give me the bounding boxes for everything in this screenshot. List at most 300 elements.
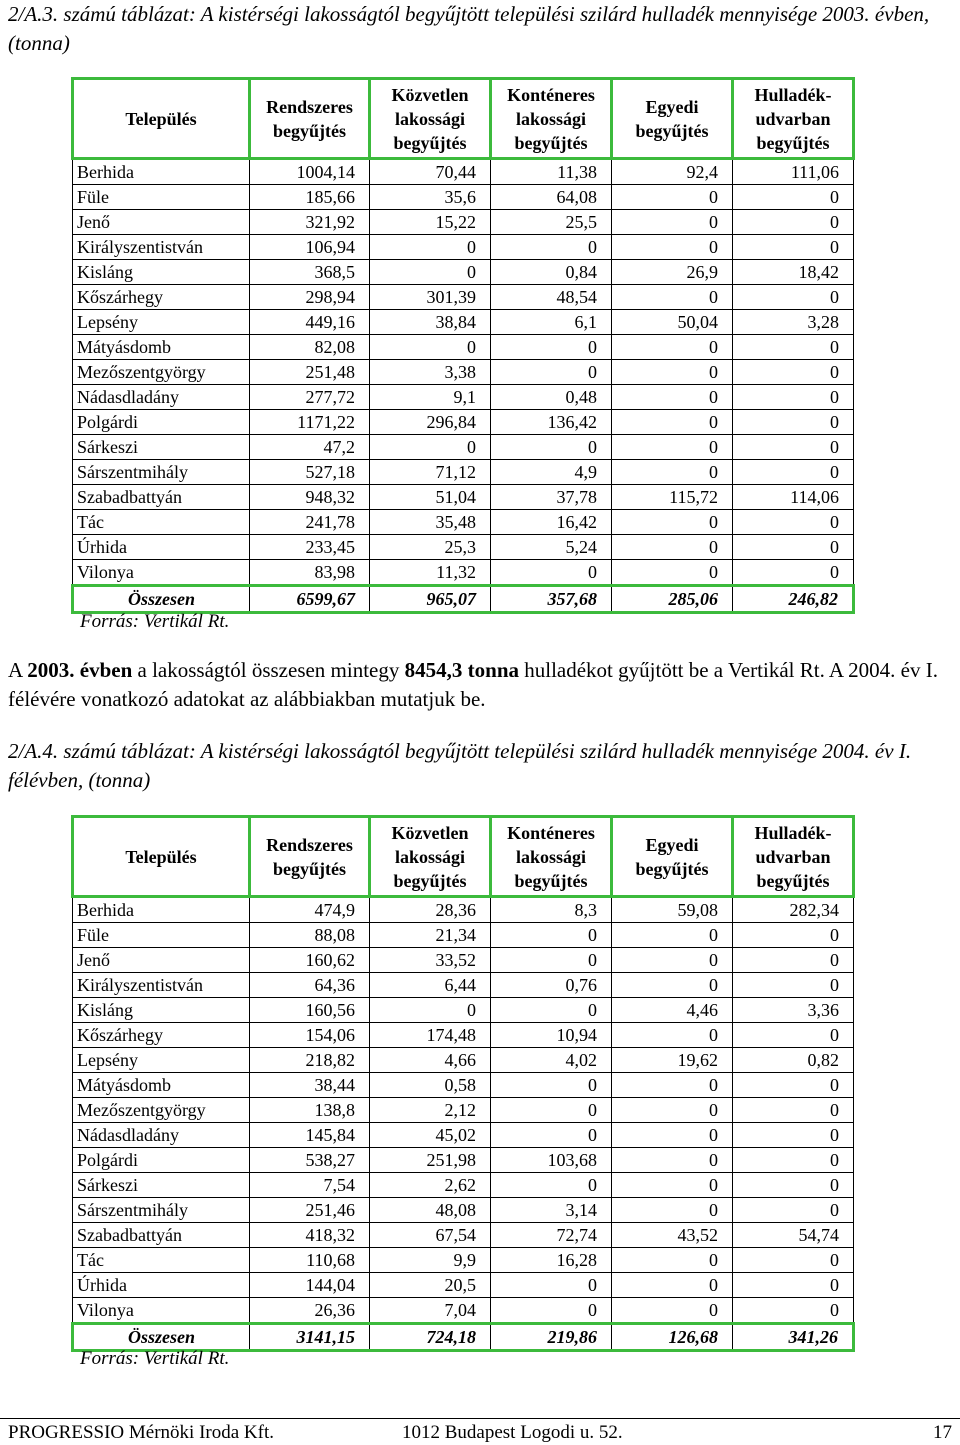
table-cell: 48,54	[491, 285, 612, 310]
table-cell: 106,94	[250, 235, 370, 260]
table-cell: 0	[733, 1123, 854, 1148]
table-cell: 0	[491, 235, 612, 260]
table-row	[73, 435, 854, 460]
settlement-name: Nádasdladány	[73, 1123, 250, 1148]
table-cell: 136,42	[491, 410, 612, 435]
column-header-line: udvarban	[755, 108, 831, 129]
paragraph-text: hulladékot gyűjtött be a Vertikál Rt. A 2004. év I. félévére vonatkozó adatokat az alábbiakban mutatjuk be.	[8, 658, 938, 711]
column-header	[370, 79, 491, 159]
table-cell: 43,52	[612, 1223, 733, 1248]
table-row	[73, 310, 854, 335]
table-cell: 2,62	[370, 1173, 491, 1198]
table-cell: 0	[612, 973, 733, 998]
table-cell: 160,62	[250, 948, 370, 973]
table-cell: 0	[612, 535, 733, 560]
table-cell: 948,32	[250, 485, 370, 510]
table-cell: 0	[491, 1098, 612, 1123]
table-cell: 35,6	[370, 185, 491, 210]
table-cell: 64,36	[250, 973, 370, 998]
settlement-name: Szabadbattyán	[73, 1223, 250, 1248]
table-cell: 0	[612, 948, 733, 973]
table-cell: 28,36	[370, 897, 491, 923]
table-cell: 321,92	[250, 210, 370, 235]
table-cell: 0	[612, 235, 733, 260]
table-row	[73, 360, 854, 385]
settlement-name: Sárkeszi	[73, 1173, 250, 1198]
table-header-row	[73, 817, 854, 897]
page-footer	[0, 1418, 960, 1445]
table-row	[73, 260, 854, 285]
table-cell: 48,08	[370, 1198, 491, 1223]
column-header-line: begyűjtés	[635, 858, 709, 879]
table-cell: 0	[612, 410, 733, 435]
table-cell: 35,48	[370, 510, 491, 535]
table-row	[73, 1048, 854, 1073]
table-cell: 72,74	[491, 1223, 612, 1248]
table-row	[73, 1248, 854, 1273]
table-cell: 26,36	[250, 1298, 370, 1324]
column-header-line: begyűjtés	[273, 858, 346, 879]
table-cell: 4,9	[491, 460, 612, 485]
table-cell: 0	[733, 1073, 854, 1098]
table-row	[73, 1223, 854, 1248]
table-cell: 0	[733, 1298, 854, 1324]
settlement-name: Kisláng	[73, 260, 250, 285]
column-header-line: Egyedi	[645, 834, 699, 855]
table-cell: 4,66	[370, 1048, 491, 1073]
table-row	[73, 998, 854, 1023]
table-cell: 0	[370, 435, 491, 460]
table-cell: 0	[491, 1073, 612, 1098]
total-cell: 965,07	[370, 586, 491, 613]
table-cell: 0	[733, 1198, 854, 1223]
column-header-line: begyűjtés	[756, 132, 830, 153]
table-cell: 51,04	[370, 485, 491, 510]
settlement-name: Vilonya	[73, 1298, 250, 1324]
table-cell: 92,4	[612, 159, 733, 185]
table-cell: 83,98	[250, 560, 370, 586]
table-cell: 10,94	[491, 1023, 612, 1048]
table-cell: 7,54	[250, 1173, 370, 1198]
table-cell: 6,44	[370, 973, 491, 998]
settlement-name: Jenő	[73, 210, 250, 235]
table-cell: 115,72	[612, 485, 733, 510]
table-cell: 20,5	[370, 1273, 491, 1298]
table-cell: 64,08	[491, 185, 612, 210]
table-cell: 21,34	[370, 923, 491, 948]
table-cell: 0	[491, 560, 612, 586]
table-cell: 0	[491, 335, 612, 360]
table-cell: 0,58	[370, 1073, 491, 1098]
table-cell: 0	[612, 185, 733, 210]
table-cell: 71,12	[370, 460, 491, 485]
column-header-line: lakossági	[394, 846, 466, 867]
table-cell: 103,68	[491, 1148, 612, 1173]
table-row	[73, 897, 854, 923]
table-cell: 50,04	[612, 310, 733, 335]
table-cell: 0	[612, 510, 733, 535]
table-cell: 174,48	[370, 1023, 491, 1048]
table-cell: 0	[733, 285, 854, 310]
column-header-line: begyűjtés	[393, 132, 467, 153]
table-cell: 0	[612, 1123, 733, 1148]
table-row	[73, 560, 854, 586]
table-cell: 218,82	[250, 1048, 370, 1073]
table-cell: 0	[733, 510, 854, 535]
table-cell: 9,1	[370, 385, 491, 410]
table-cell: 474,9	[250, 897, 370, 923]
table-row	[73, 235, 854, 260]
settlement-name: Mezőszentgyörgy	[73, 1098, 250, 1123]
table-cell: 0	[612, 560, 733, 586]
settlement-name: Mátyásdomb	[73, 335, 250, 360]
table-cell: 3,38	[370, 360, 491, 385]
table-cell: 3,14	[491, 1198, 612, 1223]
table-row	[73, 1123, 854, 1148]
table-cell: 0	[733, 235, 854, 260]
table-cell: 26,9	[612, 260, 733, 285]
table-cell: 2,12	[370, 1098, 491, 1123]
table-cell: 45,02	[370, 1123, 491, 1148]
table-cell: 282,34	[733, 897, 854, 923]
table-cell: 0	[612, 1098, 733, 1123]
settlement-name: Sárszentmihály	[73, 460, 250, 485]
table-cell: 0	[491, 435, 612, 460]
table-cell: 0	[733, 1273, 854, 1298]
table-row	[73, 1173, 854, 1198]
table-cell: 114,06	[733, 485, 854, 510]
table-cell: 38,84	[370, 310, 491, 335]
table-cell: 47,2	[250, 435, 370, 460]
table-cell: 0	[733, 460, 854, 485]
table-row	[73, 335, 854, 360]
table-cell: 144,04	[250, 1273, 370, 1298]
table-cell: 4,02	[491, 1048, 612, 1073]
table-cell: 0	[612, 923, 733, 948]
table-cell: 0	[612, 1248, 733, 1273]
paragraph-emphasis: 8454,3 tonna	[404, 658, 519, 682]
table-cell: 16,28	[491, 1248, 612, 1273]
table-cell: 3,28	[733, 310, 854, 335]
table-cell: 0	[733, 1098, 854, 1123]
column-header-line: Konténeres	[507, 84, 595, 105]
settlement-name: Nádasdladány	[73, 385, 250, 410]
table-cell: 251,48	[250, 360, 370, 385]
paragraph-emphasis: 2003. évben	[27, 658, 133, 682]
column-header-line: udvarban	[755, 846, 831, 867]
settlement-name: Füle	[73, 185, 250, 210]
table-cell: 0	[733, 560, 854, 586]
total-row	[73, 1324, 854, 1351]
column-header-line: begyűjtés	[514, 132, 588, 153]
settlement-name: Úrhida	[73, 1273, 250, 1298]
settlement-name: Tác	[73, 1248, 250, 1273]
table-row	[73, 385, 854, 410]
table-source: Forrás: Vertikál Rt.	[80, 611, 230, 632]
table-cell: 4,46	[612, 998, 733, 1023]
table-cell: 0	[491, 948, 612, 973]
settlement-name: Berhida	[73, 897, 250, 923]
footer-address: 1012 Budapest Logodi u. 52.	[402, 1422, 623, 1443]
table-cell: 0	[733, 973, 854, 998]
page-number: 17	[933, 1422, 952, 1443]
table-cell: 368,5	[250, 260, 370, 285]
summary-paragraph	[8, 656, 948, 714]
table-cell: 0	[612, 1198, 733, 1223]
table-cell: 5,24	[491, 535, 612, 560]
table-cell: 16,42	[491, 510, 612, 535]
table-cell: 25,5	[491, 210, 612, 235]
table-caption-2004: 2/A.4. számú táblázat: A kistérségi lakosságtól begyűjtött települési szilárd hulladék mennyisége 2004. év I. félévben, (tonna)	[8, 739, 912, 792]
total-cell: 285,06	[612, 586, 733, 613]
column-header	[612, 817, 733, 897]
table-cell: 54,74	[733, 1223, 854, 1248]
settlement-name: Jenő	[73, 948, 250, 973]
table-cell: 0	[733, 1173, 854, 1198]
table-cell: 0	[612, 1023, 733, 1048]
table-cell: 0	[612, 1273, 733, 1298]
table-cell: 185,66	[250, 185, 370, 210]
table-cell: 67,54	[370, 1223, 491, 1248]
column-header-line: Egyedi	[645, 96, 699, 117]
column-header	[370, 817, 491, 897]
column-header-line: begyűjtés	[635, 120, 709, 141]
column-header-line: Rendszeres	[266, 834, 353, 855]
column-header-line: Település	[125, 108, 197, 129]
table-cell: 296,84	[370, 410, 491, 435]
table-cell: 15,22	[370, 210, 491, 235]
table-cell: 0	[733, 360, 854, 385]
table-cell: 277,72	[250, 385, 370, 410]
column-header-line: Hulladék-	[754, 822, 832, 843]
table-cell: 0	[733, 1023, 854, 1048]
table-row	[73, 285, 854, 310]
table-cell: 82,08	[250, 335, 370, 360]
column-header-line: Település	[125, 846, 197, 867]
table-cell: 0	[491, 1273, 612, 1298]
column-header	[73, 817, 250, 897]
column-header-line: begyűjtés	[756, 870, 830, 891]
table-cell: 33,52	[370, 948, 491, 973]
table-cell: 6,1	[491, 310, 612, 335]
table-cell: 449,16	[250, 310, 370, 335]
table-cell: 0,76	[491, 973, 612, 998]
table-row	[73, 1098, 854, 1123]
settlement-name: Mezőszentgyörgy	[73, 360, 250, 385]
table-cell: 527,18	[250, 460, 370, 485]
table-cell: 7,04	[370, 1298, 491, 1324]
table-row	[73, 1073, 854, 1098]
settlement-name: Tác	[73, 510, 250, 535]
table-cell: 233,45	[250, 535, 370, 560]
table-cell: 154,06	[250, 1023, 370, 1048]
table-cell: 301,39	[370, 285, 491, 310]
table-cell: 59,08	[612, 897, 733, 923]
table-cell: 0	[612, 435, 733, 460]
table-cell: 298,94	[250, 285, 370, 310]
table-cell: 0	[733, 385, 854, 410]
table-cell: 538,27	[250, 1148, 370, 1173]
table-cell: 11,38	[491, 159, 612, 185]
table-row	[73, 1298, 854, 1324]
table-cell: 37,78	[491, 485, 612, 510]
column-header-line: Közvetlen	[391, 822, 469, 843]
settlement-name: Kőszárhegy	[73, 1023, 250, 1048]
column-header-line: Közvetlen	[391, 84, 469, 105]
table-row	[73, 923, 854, 948]
settlement-name: Úrhida	[73, 535, 250, 560]
table-cell: 111,06	[733, 159, 854, 185]
settlement-name: Polgárdi	[73, 1148, 250, 1173]
table-cell: 0	[733, 410, 854, 435]
table-cell: 0	[370, 998, 491, 1023]
column-header	[250, 79, 370, 159]
table-cell: 0	[733, 1148, 854, 1173]
table-row	[73, 510, 854, 535]
settlement-name: Kőszárhegy	[73, 285, 250, 310]
table-cell: 0	[733, 335, 854, 360]
table-cell: 241,78	[250, 510, 370, 535]
table-cell: 0	[733, 435, 854, 460]
settlement-name: Lepsény	[73, 1048, 250, 1073]
settlement-name: Szabadbattyán	[73, 485, 250, 510]
table-cell: 11,32	[370, 560, 491, 586]
column-header-line: Konténeres	[507, 822, 595, 843]
table-cell: 145,84	[250, 1123, 370, 1148]
table-cell: 0	[370, 260, 491, 285]
table-cell: 25,3	[370, 535, 491, 560]
column-header	[612, 79, 733, 159]
table-cell: 0	[612, 335, 733, 360]
settlement-name: Sárkeszi	[73, 435, 250, 460]
table-cell: 0	[612, 385, 733, 410]
table-cell: 0	[370, 235, 491, 260]
table-cell: 0	[733, 948, 854, 973]
table-cell: 110,68	[250, 1248, 370, 1273]
settlement-name: Vilonya	[73, 560, 250, 586]
table-row	[73, 460, 854, 485]
column-header	[733, 817, 854, 897]
total-label: Összesen	[73, 586, 250, 613]
table-header-row	[73, 79, 854, 159]
total-cell: 357,68	[491, 586, 612, 613]
table-cell: 0	[612, 1073, 733, 1098]
settlement-name: Berhida	[73, 159, 250, 185]
table-cell: 0	[612, 1173, 733, 1198]
table-row	[73, 1023, 854, 1048]
column-header-line: lakossági	[515, 846, 587, 867]
total-cell: 219,86	[491, 1324, 612, 1351]
table-cell: 0	[612, 210, 733, 235]
column-header	[250, 817, 370, 897]
table-row	[73, 948, 854, 973]
paragraph-text: A	[8, 658, 28, 682]
column-header	[73, 79, 250, 159]
total-row	[73, 586, 854, 613]
settlement-name: Polgárdi	[73, 410, 250, 435]
settlement-name: Királyszentistván	[73, 973, 250, 998]
table-cell: 0	[733, 535, 854, 560]
table-cell: 70,44	[370, 159, 491, 185]
column-header-line: begyűjtés	[514, 870, 588, 891]
column-header	[491, 817, 612, 897]
table-cell: 0	[370, 335, 491, 360]
table-cell: 9,9	[370, 1248, 491, 1273]
table-cell: 0	[612, 360, 733, 385]
total-label: Összesen	[73, 1324, 250, 1351]
table-cell: 0,82	[733, 1048, 854, 1073]
table-cell: 88,08	[250, 923, 370, 948]
total-cell: 3141,15	[250, 1324, 370, 1351]
settlement-name: Sárszentmihály	[73, 1198, 250, 1223]
table-cell: 160,56	[250, 998, 370, 1023]
table-cell: 0	[612, 1148, 733, 1173]
table-row	[73, 1148, 854, 1173]
table-cell: 0	[733, 923, 854, 948]
table-cell: 0	[733, 210, 854, 235]
table-cell: 251,98	[370, 1148, 491, 1173]
table-cell: 38,44	[250, 1073, 370, 1098]
column-header-line: lakossági	[394, 108, 466, 129]
table-cell: 19,62	[612, 1048, 733, 1073]
column-header-line: Hulladék-	[754, 84, 832, 105]
column-header-line: lakossági	[515, 108, 587, 129]
table-cell: 3,36	[733, 998, 854, 1023]
table-source: Forrás: Vertikál Rt.	[80, 1348, 230, 1369]
table-row	[73, 159, 854, 185]
total-cell: 341,26	[733, 1324, 854, 1351]
table-cell: 0,48	[491, 385, 612, 410]
table-cell: 0	[491, 923, 612, 948]
table-cell: 0,84	[491, 260, 612, 285]
table-row	[73, 973, 854, 998]
column-header	[733, 79, 854, 159]
total-cell: 6599,67	[250, 586, 370, 613]
table-cell: 1004,14	[250, 159, 370, 185]
table-cell: 418,32	[250, 1223, 370, 1248]
column-header	[491, 79, 612, 159]
table-cell: 0	[491, 360, 612, 385]
table-cell: 0	[491, 1123, 612, 1148]
table-cell: 0	[733, 1248, 854, 1273]
table-cell: 8,3	[491, 897, 612, 923]
table-cell: 0	[733, 185, 854, 210]
table-cell: 0	[612, 460, 733, 485]
column-header-line: Rendszeres	[266, 96, 353, 117]
table-row	[73, 410, 854, 435]
settlement-name: Lepsény	[73, 310, 250, 335]
table-row	[73, 485, 854, 510]
settlement-name: Királyszentistván	[73, 235, 250, 260]
waste-table-2004	[71, 815, 855, 1352]
column-header-line: begyűjtés	[273, 120, 346, 141]
settlement-name: Mátyásdomb	[73, 1073, 250, 1098]
table-cell: 1171,22	[250, 410, 370, 435]
table-cell: 0	[491, 1298, 612, 1324]
table-cell: 0	[491, 998, 612, 1023]
total-cell: 246,82	[733, 586, 854, 613]
table-cell: 251,46	[250, 1198, 370, 1223]
table-cell: 0	[612, 285, 733, 310]
total-cell: 724,18	[370, 1324, 491, 1351]
table-caption-2003: 2/A.3. számú táblázat: A kistérségi lakosságtól begyűjtött települési szilárd hulladék mennyisége 2003. évben, (tonna)	[8, 2, 930, 55]
table-cell: 0	[612, 1298, 733, 1324]
total-cell: 126,68	[612, 1324, 733, 1351]
table-row	[73, 1198, 854, 1223]
table-cell: 0	[491, 1173, 612, 1198]
table-row	[73, 1273, 854, 1298]
table-cell: 18,42	[733, 260, 854, 285]
